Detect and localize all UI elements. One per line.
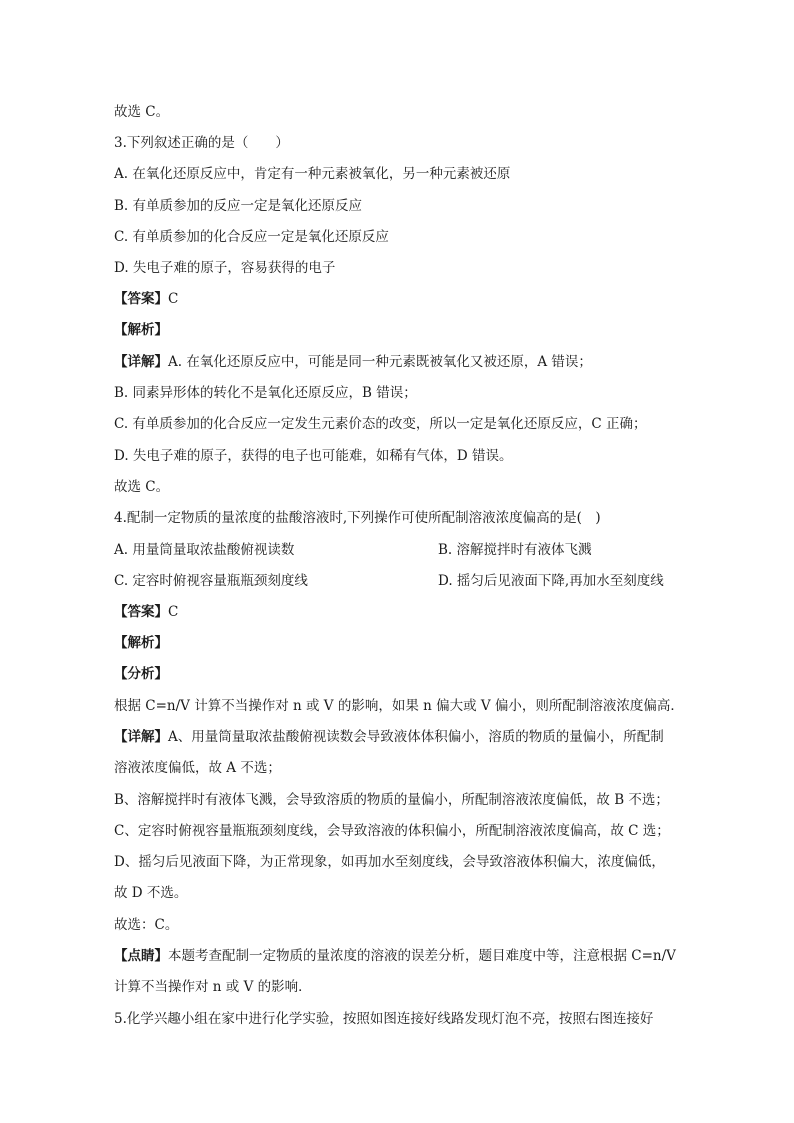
answer-label: 【答案】 (114, 604, 168, 620)
q2-conclusion: 故选 C。 (114, 104, 170, 120)
q4-dianjing-line1 (114, 946, 684, 966)
dianjing-text: 本题考查配制一定物质的量浓度的溶液的误差分析，题目难度中等，注意根据 C=n/V (168, 948, 676, 964)
q4-option-a: A. 用量筒量取浓盐酸俯视读数 (114, 542, 295, 558)
q3-detail-c: C. 有单质参加的化合反应一定发生元素价态的改变，所以一定是氧化还原反应，C 正确； (114, 416, 647, 432)
q4-analysis-label: 【解析】 (114, 635, 168, 651)
q3-option-a: A. 在氧化还原反应中，肯定有一种元素被氧化，另一种元素被还原 (114, 166, 511, 182)
q3-option-d: D. 失电子难的原子，容易获得的电子 (114, 260, 336, 276)
answer-label: 【答案】 (114, 291, 168, 307)
q4-detail-a-line2: 溶液浓度偏低，故 A 不选； (114, 760, 281, 776)
detail-text: A、用量筒量取浓盐酸俯视读数会导致液体体积偏小，溶质的物质的量偏小，所配制 (168, 729, 664, 745)
q3-option-c: C. 有单质参加的化合反应一定是氧化还原反应 (114, 229, 389, 245)
q3-detail-d: D. 失电子难的原子，获得的电子也可能难，如稀有气体，D 错误。 (114, 448, 513, 464)
q4-stem: 4.配制一定物质的量浓度的盐酸溶液时,下列操作可使所配制溶液浓度偏高的是( ) (114, 510, 601, 526)
detail-text: A. 在氧化还原反应中，可能是同一种元素既被氧化又被还原，A 错误； (168, 354, 592, 370)
q4-answer (114, 602, 684, 622)
q4-detail-d-line1: D、摇匀后见液面下降，为正常现象，如再加水至刻度线，会导致溶液体积偏大，浓度偏低， (114, 854, 665, 870)
q4-dianjing-line2: 计算不当操作对 n 或 V 的影响． (114, 979, 312, 995)
q4-option-b: B. 溶解搅拌时有液体飞溅 (438, 542, 592, 558)
q4-fenxi-text: 根据 C=n/V 计算不当操作对 n 或 V 的影响，如果 n 偏大或 V 偏小，则所配制溶液浓度偏高． (114, 698, 684, 714)
dianjing-label: 【点睛】 (114, 948, 168, 964)
q4-detail-d-line2: 故 D 不选。 (114, 885, 188, 901)
q3-answer (114, 289, 684, 309)
answer-value: C (168, 291, 179, 307)
q4-detail-a-line1 (114, 727, 684, 747)
q3-analysis-label: 【解析】 (114, 322, 168, 338)
q4-conclusion: 故选：C。 (114, 917, 179, 933)
q3-stem: 3.下列叙述正确的是（ ） (114, 135, 289, 151)
q3-detail-a (114, 352, 684, 372)
detail-label: 【详解】 (114, 354, 168, 370)
q3-detail-b: B. 同素异形体的转化不是氧化还原反应，B 错误； (114, 385, 417, 401)
answer-value: C (168, 604, 179, 620)
q3-option-b: B. 有单质参加的反应一定是氧化还原反应 (114, 198, 363, 214)
q4-detail-b: B、溶解搅拌时有液体飞溅，会导致溶质的物质的量偏小，所配制溶液浓度偏低，故 B 不选； (114, 792, 669, 808)
q4-fenxi-label: 【分析】 (114, 666, 168, 682)
q4-option-d: D. 摇匀后见液面下降,再加水至刻度线 (438, 573, 664, 589)
q4-option-c: C. 定容时俯视容量瓶瓶颈刻度线 (114, 573, 308, 589)
q3-conclusion: 故选 C。 (114, 479, 170, 495)
q5-stem: 5.化学兴趣小组在家中进行化学实验，按照如图连接好线路发现灯泡不亮，按照右图连接好 (114, 1011, 654, 1027)
detail-label: 【详解】 (114, 729, 168, 745)
q4-detail-c: C、定容时俯视容量瓶瓶颈刻度线，会导致溶液的体积偏小，所配制溶液浓度偏高，故 C 选； (114, 823, 670, 839)
